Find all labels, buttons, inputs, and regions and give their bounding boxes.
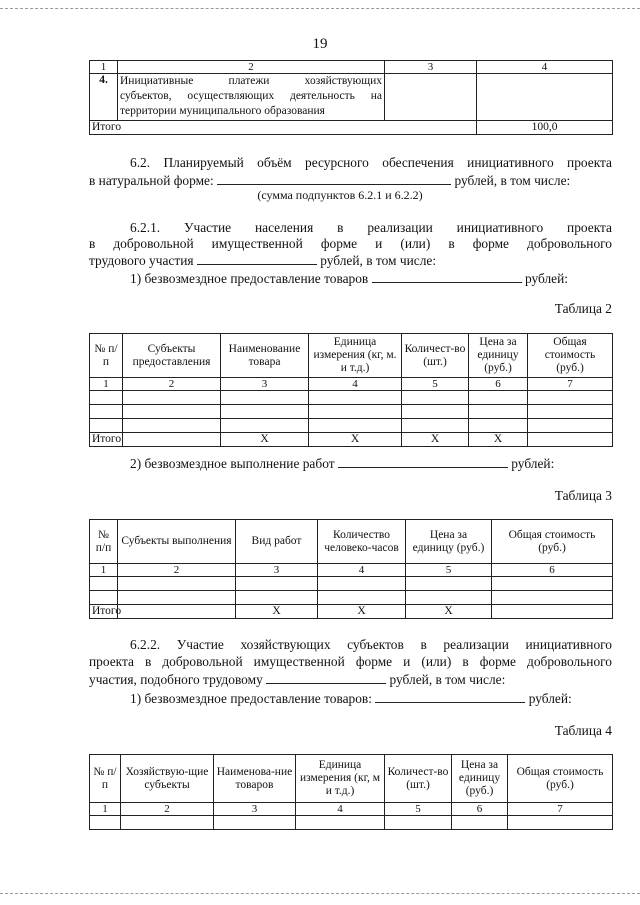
- item2-text: 2) безвозмездное выполнение работ: [130, 456, 335, 471]
- col-header: 3: [385, 61, 477, 74]
- table-4-label: Таблица 4: [554, 723, 612, 738]
- col-header: Вид работ: [236, 520, 318, 564]
- col-number: 4: [296, 803, 385, 816]
- item2-tail: рублей:: [511, 456, 555, 471]
- x-mark: Х: [309, 433, 402, 447]
- section-6-2-1-item2: [130, 455, 612, 472]
- total-row: [90, 433, 613, 447]
- amount-blank: [217, 172, 451, 185]
- col-header: № п/п: [90, 520, 118, 564]
- col-number: 6: [452, 803, 508, 816]
- total-row: [90, 605, 613, 619]
- col-header: Цена за единицу (руб.): [406, 520, 492, 564]
- col-number: 2: [121, 803, 214, 816]
- col-number: 4: [318, 564, 406, 577]
- col-header: Количество человеко-часов: [318, 520, 406, 564]
- col-number: 1: [90, 564, 118, 577]
- table-3: [89, 519, 613, 619]
- section-6-2-2-item1: [130, 690, 612, 707]
- table-2: [89, 333, 613, 447]
- col-header: Наименование товара: [221, 334, 309, 378]
- table-row: [90, 816, 613, 830]
- row-number: 4.: [90, 74, 118, 121]
- item1-tail: рублей:: [528, 691, 572, 706]
- section-6-2-2-line3: [89, 671, 612, 688]
- amount-blank: [338, 455, 508, 468]
- table-row: [90, 577, 613, 591]
- col-number: 3: [236, 564, 318, 577]
- col-header: Единица измерения (кг, м. и т.д.): [309, 334, 402, 378]
- section-6-2-1-tail: рублей, в том числе:: [320, 253, 437, 268]
- col-header: Количест-во (шт.): [385, 755, 452, 803]
- amount-blank: [372, 270, 522, 283]
- col-number: 5: [406, 564, 492, 577]
- item1-text: 1) безвозмездное предоставление товаров: [130, 271, 369, 286]
- item1-tail: рублей:: [524, 271, 569, 286]
- item1-text: 1) безвозмездное предоставление товаров:: [130, 691, 372, 706]
- col-header: Цена за единицу (руб.): [452, 755, 508, 803]
- table-cell: [477, 74, 613, 121]
- section-6-2-text: в натуральной форме:: [89, 173, 214, 188]
- amount-blank: [375, 690, 525, 703]
- x-mark: Х: [236, 605, 318, 619]
- section-6-2-2-text: участия, подобного трудовому: [89, 672, 263, 687]
- section-6-2-1-line2: в добровольной имущественной форме и (или) в форме добровольного: [89, 236, 612, 251]
- col-number: 6: [492, 564, 613, 577]
- table-row: [90, 391, 613, 405]
- col-header: Общая стоимость (руб.): [492, 520, 613, 564]
- col-number: 2: [118, 564, 236, 577]
- table-2-label: Таблица 2: [554, 301, 612, 316]
- col-header: № п/п: [90, 334, 123, 378]
- amount-blank: [266, 671, 386, 684]
- total-value: 100,0: [477, 121, 613, 135]
- x-mark: Х: [402, 433, 469, 447]
- col-number: 7: [528, 378, 613, 391]
- col-header: Хозяйствую-щие субъекты: [121, 755, 214, 803]
- col-number: 1: [90, 803, 121, 816]
- col-header: № п/п: [90, 755, 121, 803]
- col-header: 2: [118, 61, 385, 74]
- col-header: Цена за единицу (руб.): [469, 334, 528, 378]
- amount-blank: [197, 252, 317, 265]
- page-number: 19: [312, 36, 328, 52]
- table-row: [90, 419, 613, 433]
- col-header: Субъекты выполнения: [118, 520, 236, 564]
- col-header: Общая стоимость (руб.): [528, 334, 613, 378]
- table-cell: [385, 74, 477, 121]
- x-mark: Х: [221, 433, 309, 447]
- col-header: Количест-во (шт.): [402, 334, 469, 378]
- section-6-2-1-text: трудового участия: [89, 253, 194, 268]
- section-6-2-2-line2: проекта в добровольной имущественной форме и (или) в форме добровольного: [89, 654, 612, 669]
- col-header: Общая стоимость (руб.): [508, 755, 613, 803]
- row-text-line: территории муниципального образования: [120, 105, 325, 117]
- col-header: Наименова-ние товаров: [214, 755, 296, 803]
- col-header: Единица измерения (кг, м и т.д.): [296, 755, 385, 803]
- top-table: [89, 60, 613, 135]
- table-row: [90, 591, 613, 605]
- section-6-2-2-line1: 6.2.2. Участие хозяйствующих субъектов в реализации инициативного: [130, 637, 612, 652]
- col-number: 3: [221, 378, 309, 391]
- total-label: Итого: [90, 605, 118, 619]
- table-3-label: Таблица 3: [554, 488, 612, 503]
- scan-edge-bottom: [0, 893, 640, 894]
- row-text-line: Инициативные платежи хозяйствующих: [120, 75, 382, 87]
- col-header: 1: [90, 61, 118, 74]
- col-header: Субъекты предоставления: [123, 334, 221, 378]
- col-number: 5: [385, 803, 452, 816]
- section-6-2-caption: (сумма подпунктов 6.2.1 и 6.2.2): [257, 188, 423, 202]
- table-4: [89, 754, 613, 830]
- section-6-2-1-item1: [130, 270, 612, 287]
- total-label: Итого: [90, 433, 123, 447]
- col-number: 4: [309, 378, 402, 391]
- row-text: [118, 74, 385, 121]
- col-number: 2: [123, 378, 221, 391]
- x-mark: Х: [318, 605, 406, 619]
- col-header: 4: [477, 61, 613, 74]
- table-row: [90, 405, 613, 419]
- section-6-2-line2: [89, 172, 612, 189]
- col-number: 6: [469, 378, 528, 391]
- col-number: 3: [214, 803, 296, 816]
- total-label: Итого: [90, 121, 477, 135]
- section-6-2-1-line1: 6.2.1. Участие населения в реализации инициативного проекта: [130, 220, 612, 235]
- section-6-2-tail: рублей, в том числе:: [454, 173, 571, 188]
- section-6-2-line1: 6.2. Планируемый объём ресурсного обеспечения инициативного проекта: [130, 155, 612, 170]
- col-number: 1: [90, 378, 123, 391]
- row-text-line: субъектов, осуществляющих деятельность на: [120, 90, 382, 102]
- section-6-2-2-tail: рублей, в том числе:: [389, 672, 506, 687]
- col-number: 7: [508, 803, 613, 816]
- col-number: 5: [402, 378, 469, 391]
- x-mark: Х: [469, 433, 528, 447]
- section-6-2-1-line3: [89, 252, 612, 269]
- scan-edge-top: [0, 8, 640, 9]
- x-mark: Х: [406, 605, 492, 619]
